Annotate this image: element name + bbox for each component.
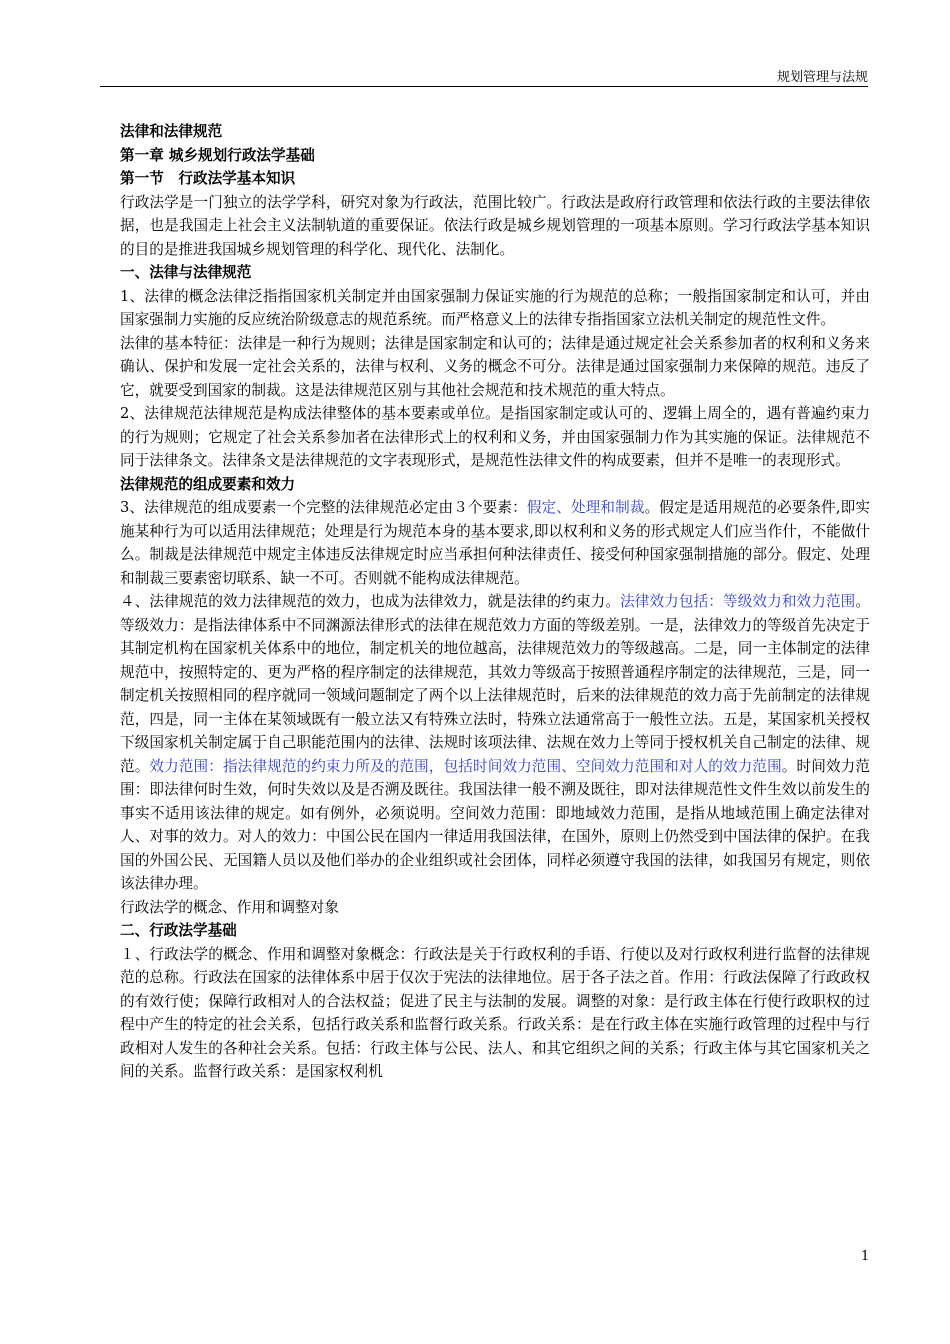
paragraph-3-part-b: 。假定是适用规范的必要条件,即实施某种行为可以适用法律规范；处理是行为规范本身的基本要求,即以权利和义务的形式规定人们应当作什，不能做什么。制裁是法律规范中规定主体违反法律规定时应当承担何种法律责任、接受何种国家强制措施的部分。假定、处理和制裁三要素密切联系、缺一不可。否则就不能构成法律规范。 (120, 499, 870, 587)
paragraph-intro: 行政法学是一门独立的法学学科，研究对象为行政法，范围比较广。行政法是政府行政管理和依法行政的主要法律依据，也是我国走上社会主义法制轨道的重要保证。依法行政是城乡规划管理的一项基本原则。学习行政法学基本知识的目的是推进我国城乡规划管理的科学化、现代化、法制化。 (120, 193, 870, 258)
heading-law: 法律和法律规范 (120, 123, 223, 140)
heading-section: 第一节 行政法学基本知识 (120, 170, 296, 187)
paragraph-3 (120, 496, 870, 590)
paragraph-3-highlight: 假定、处理和制裁 (526, 499, 645, 516)
paragraph-5: １、行政法学的概念、作用和调整对象概念：行政法是关于行政权利的手语、行使以及对行政权利进行监督的法律规范的总称。行政法在国家的法律体系中居于仅次于宪法的法律地位。居于各子法之首。作用：行政法保障了行政政权的有效行使；保障行政相对人的合法权益；促进了民主与法制的发展。调整的对象：是行政主体在行使行政职权的过程中产生的特定的社会关系，包括行政关系和监督行政关系。行政关系：是在行政主体在实施行政管理的过程中与行政相对人发生的各种社会关系。包括：行政主体与公民、法人、和其它组织之间的关系；行政主体与其它国家机关之间的关系。监督行政关系：是国家权利机 (120, 945, 870, 1080)
paragraph-4-part-a: ４、法律规范的效力法律规范的效力，也成为法律效力，就是法律的约束力。 (120, 593, 621, 610)
paragraph-features: 法律的基本特征：法律是一种行为规则；法律是国家制定和认可的；法律是通过规定社会关系参加者的权利和义务来确认、保护和发展一定社会关系的，法律与权利、义务的概念不可分。法律是通过国家强制力来保障的规范。违反了它，就要受到国家的制裁。这是法律规范区别与其他社会规范和技术规范的重大特点。 (120, 334, 870, 399)
paragraph-4 (120, 590, 870, 896)
paragraph-4-highlight-1: 法律效力包括：等级效力和效力范围 (620, 593, 856, 610)
header-title: 规划管理与法规 (776, 70, 868, 85)
paragraph-4-highlight-2: 效力范围：指法律规范的约束力所及的范围，包括时间效力范围、空间效力范围和对人的效力范围 (149, 757, 782, 775)
paragraph-2: 2、法律规范法律规范是构成法律整体的基本要素或单位。是指国家制定或认可的、逻辑上周全的，遇有普遍约束力的行为规则；它规定了社会关系参加者在法律形式上的权利和义务，并由国家强制力作为其实施的保证。法律规范不同于法律条文。法律条文是法律规范的文字表现形式，是规范性法律文件的构成要素，但并不是唯一的表现形式。 (120, 405, 870, 469)
heading-chapter: 第一章 城乡规划行政法学基础 (120, 146, 315, 164)
paragraph-4-part-c: 。时间效力范围：即法律何时生效，何时失效以及是否溯及既往。我国法律一般不溯及既往，即对法律规范性文件生效以前发生的事实不适用该法律的规定。如有例外，必须说明。空间效力范围：即地域效力范围，是指从地域范围上确定法律对人、对事的效力。对人的效力：中国公民在国内一律适用我国法律，在国外，原则上仍然受到中国法律的保护。在我国的外国公民、无国籍人员以及他们举办的企业组织或社会团体，同样必须遵守我国的法律，如我国另有规定，则依该法律办理。 (120, 757, 870, 892)
document-body (120, 120, 870, 1084)
paragraph-admin-title: 行政法学的概念、作用和调整对象 (120, 898, 339, 916)
heading-elements: 法律规范的组成要素和效力 (120, 475, 296, 493)
page-number: 1 (861, 1249, 870, 1264)
heading-one: 一、法律与法律规范 (120, 264, 252, 281)
page-header (100, 64, 868, 87)
paragraph-3-part-a: 3、法律规范的组成要素一个完整的法律规范必定由３个要素： (120, 499, 527, 516)
paragraph-4-part-b: 。等级效力：是指法律体系中不同渊源法律形式的法律在规范效力方面的等级差别。一是，法律效力的等级首先决定于其制定机构在国家机关体系中的地位，制定机关的地位越高，法律规范效力的等级越高。二是，同一主体制定的法律规范中，按照特定的、更为严格的程序制定的法律规范，其效力等级高于按照普通程序制定的法律规范，三是，同一制定机关按照相同的程序就同一领域问题制定了两个以上法律规范时，后来的法律规范的效力高于先前制定的法律规范，四是，同一主体在某领域既有一般立法又有特殊立法时，特殊立法通常高于一般性立法。五是，某国家机关授权下级国家机关制定属于自己职能范围内的法律、法规时该项法律、法规在效力上等同于授权机关自己制定的法律、规范。 (120, 593, 870, 775)
heading-two: 二、行政法学基础 (120, 922, 237, 939)
paragraph-1: 1、法律的概念法律泛指指国家机关制定并由国家强制力保证实施的行为规范的总称；一般指国家制定和认可，并由国家强制力实施的反应统治阶级意志的规范系统。而严格意义上的法律专指指国家立法机关制定的规范性文件。 (120, 287, 870, 328)
